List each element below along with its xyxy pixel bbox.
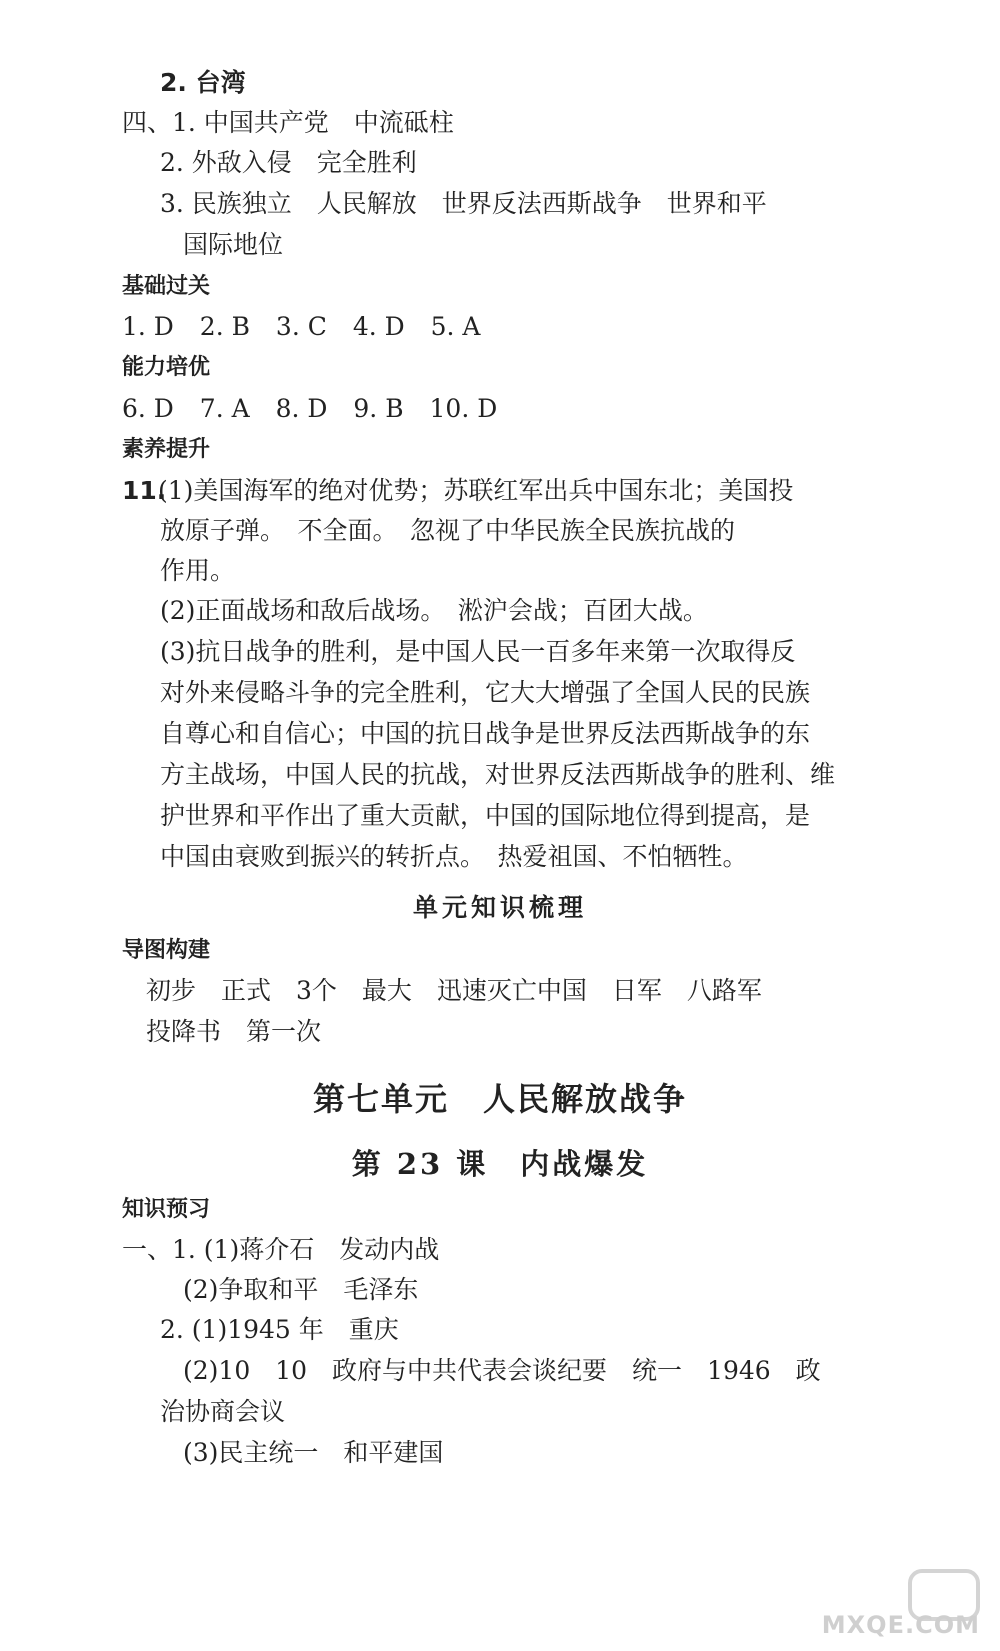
section-quality: 素养提升 xyxy=(122,437,211,462)
q11-line-4: (2)正面战场和敌后战场。 淞沪会战；百团大战。 xyxy=(160,596,708,625)
preview-line-4: (2)10 10 政府与中共代表会谈纪要 统一 1946 政 xyxy=(183,1356,821,1385)
watermark-logo xyxy=(790,1569,980,1639)
section-ability: 能力培优 xyxy=(122,355,211,380)
answer-3: 3. C xyxy=(275,312,327,341)
q11-number: 11. xyxy=(122,476,167,505)
answer-4: 4. D xyxy=(352,312,405,341)
answer-2: 2. B xyxy=(199,312,250,341)
q11-line-2: 放原子弹。 不全面。 忽视了中华民族全民族抗战的 xyxy=(160,516,736,545)
preview-line-1: 一、1. (1)蒋介石 发动内战 xyxy=(122,1235,440,1264)
q11-line-7: 自尊心和自信心；中国的抗日战争是世界反法西斯战争的东 xyxy=(160,719,811,748)
answer-1: 1. D xyxy=(122,312,174,341)
q11-line-9: 护世界和平作出了重大贡献，中国的国际地位得到提高，是 xyxy=(160,801,811,830)
basic-answers xyxy=(122,310,498,344)
answer-7: 7. A xyxy=(199,394,250,423)
preview-line-3: 2. (1)1945 年 重庆 xyxy=(160,1315,399,1344)
unit7-title: 第七单元 人民解放战争 xyxy=(312,1080,687,1118)
lesson23-title: 第 23 课 内战爆发 xyxy=(351,1147,649,1181)
preview-line-5: 治协商会议 xyxy=(160,1397,286,1426)
q11-line-8: 方主战场，中国人民的抗战，对世界反法西斯战争的胜利、维 xyxy=(160,760,836,789)
line-taiwan: 2. 台湾 xyxy=(160,68,246,97)
map-line-2: 投降书 第一次 xyxy=(146,1017,322,1046)
preview-line-6: (3)民主统一 和平建国 xyxy=(183,1438,444,1467)
unit-review-title: 单元知识梳理 xyxy=(412,893,587,922)
answer-8: 8. D xyxy=(275,394,328,423)
q11-line-1: (1)美国海军的绝对优势；苏联红军出兵中国东北；美国投 xyxy=(158,476,794,505)
line-4-3-cont: 国际地位 xyxy=(183,230,284,259)
section-preview: 知识预习 xyxy=(122,1197,211,1222)
q11-line-6: 对外来侵略斗争的完全胜利，它大大增强了全国人民的民族 xyxy=(160,678,811,707)
map-line-1: 初步 正式 3个 最大 迅速灭亡中国 日军 八路军 xyxy=(146,976,762,1005)
section-basic: 基础过关 xyxy=(122,274,211,299)
line-4-3: 3. 民族独立 人民解放 世界反法西斯战争 世界和平 xyxy=(160,189,767,218)
answer-10: 10. D xyxy=(429,394,498,423)
watermark-text: MXQE.COM xyxy=(821,1611,980,1639)
line-4-2: 2. 外敌入侵 完全胜利 xyxy=(160,148,417,177)
ability-answers xyxy=(122,392,515,426)
preview-line-2: (2)争取和平 毛泽东 xyxy=(183,1275,419,1304)
answer-6: 6. D xyxy=(122,394,174,423)
q11-line-5: (3)抗日战争的胜利，是中国人民一百多年来第一次取得反 xyxy=(160,637,796,666)
answer-9: 9. B xyxy=(353,394,404,423)
answer-5: 5. A xyxy=(430,312,481,341)
section-mind-map: 导图构建 xyxy=(122,938,211,963)
q11-line-10: 中国由衰败到振兴的转折点。 热爱祖国、不怕牺牲。 xyxy=(160,842,748,871)
line-4-1: 四、1. 中国共产党 中流砥柱 xyxy=(122,108,454,137)
q11-line-3: 作用。 xyxy=(160,556,236,585)
